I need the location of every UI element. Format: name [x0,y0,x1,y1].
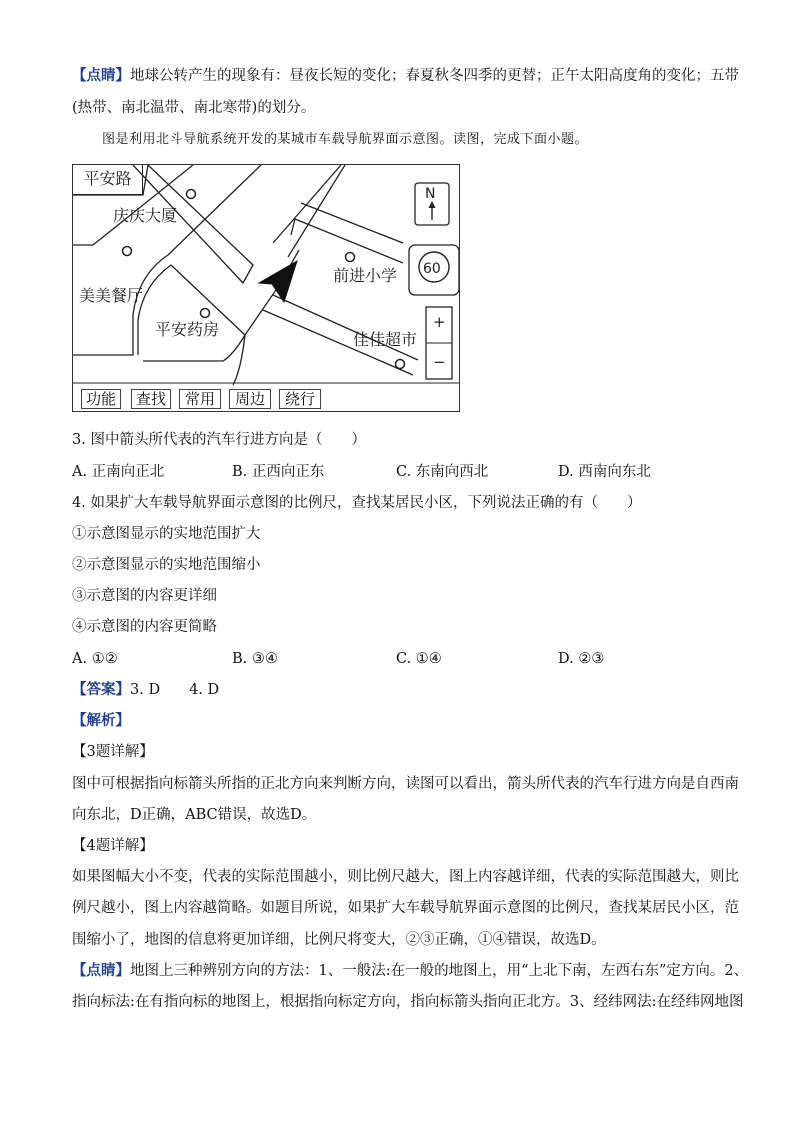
q3-option-d: D. 西南向东北 [558,464,651,480]
q4-statement-2: ②示意图显示的实地范围缩小 [72,557,261,573]
place-pharmacy: 平安药房 [155,320,220,339]
road-main-right-edge [288,165,345,257]
analysis-tag: 【解析】 [72,712,130,729]
road-right-lower-2 [273,295,418,360]
material-intro: 图是利用北斗导航系统开发的某城市车载导航界面示意图。读图，完成下面小题。 [102,132,589,147]
q4-statement-4: ④示意图的内容更简略 [72,619,217,635]
poi-qingqing-marker [187,190,196,199]
zoom-in-button[interactable]: + [433,313,446,331]
speed-limit-value: 60 [423,261,441,277]
q3-stem: 3. 图中箭头所代表的汽车行进方向是（ ） [72,432,366,448]
tip2-text: 地图上三种辨别方向的方法：1、一般法:在一般的地图上，用“上北下南，左西右东”定方向。2、 [130,963,749,979]
q4-detail-tag: 【4题详解】 [72,838,154,854]
search-button[interactable]: 查找 [131,389,171,409]
tip2-line-2: 指向标法:在有指向标的地图上，根据指向标定方向，指向标箭头指向正北方。3、经纬网法:在经纬网地图 [72,994,744,1010]
q4-detail-line-1: 如果图幅大小不变，代表的实际范围越小，则比例尺越大，图上内容越详细，代表的实际范围越大，则比 [72,869,739,885]
road-label-pingan: 平安路 [73,165,143,195]
q4-option-a: A. ①② [72,651,118,667]
tip-tag: 【点睛】 [72,67,130,84]
compass-label: N [425,186,436,202]
poi-supermarket-marker [396,360,405,369]
nearby-button[interactable]: 周边 [229,389,271,409]
block-pharmacy [138,265,245,361]
intro-tip-line-2: (热带、南北温带、南北寒带)的划分。 [72,100,316,116]
answer-tag: 【答案】 [72,681,130,698]
navigation-map [72,164,460,412]
tip2-line-1 [72,961,749,981]
answer-text: 3. D 4. D [130,682,220,698]
frequent-button[interactable]: 常用 [179,389,221,409]
zoom-out-button[interactable]: − [433,353,446,371]
intro-tip-line-1 [72,66,739,86]
poi-school-marker [346,253,355,262]
q3-option-a: A. 正南向正北 [72,464,165,480]
q3-option-b: B. 正西向正东 [232,464,325,480]
road-right-upper-1 [301,203,403,243]
place-qingqing: 庆庆大厦 [113,206,178,225]
q3-detail-line-2: 向东北，D正确，ABC错误，故选D。 [72,807,317,823]
q4-stem: 4. 如果扩大车载导航界面示意图的比例尺，查找某居民小区，下列说法正确的有（ ） [72,495,642,511]
road-main-left-edge [273,165,341,243]
q4-statement-1: ①示意图显示的实地范围扩大 [72,526,261,542]
place-supermarket: 佳佳超市 [353,330,418,349]
poi-meimei-marker [123,247,132,256]
q4-statement-3: ③示意图的内容更详细 [72,588,217,604]
q4-detail-line-2: 例尺越小，图上内容越简略。如题目所说，如果扩大车载导航界面示意图的比例尺，查找某居民小区，范 [72,900,739,916]
q3-option-c: C. 东南向西北 [396,464,489,480]
q4-option-c: C. ①④ [396,651,442,667]
q3-detail-line-1: 图中可根据指向标箭头所指的正北方向来判断方向，读图可以看出，箭头所代表的汽车行进方向是自西南 [72,776,739,792]
tip-text: 地球公转产生的现象有：昼夜长短的变化；春夏秋冬四季的更替；正午太阳高度角的变化；五带 [130,68,739,84]
q4-detail-line-3: 围缩小了，地图的信息将更加详细，比例尺将变大，②③正确，①④错误，故选D。 [72,932,606,948]
place-school: 前进小学 [333,266,398,285]
detour-button[interactable]: 绕行 [279,389,321,409]
poi-pharmacy-marker [201,309,210,318]
tip2-tag: 【点睛】 [72,962,130,979]
q3-detail-tag: 【3题详解】 [72,744,154,760]
road-lower-stem [233,335,245,385]
q4-option-d: D. ②③ [558,651,605,667]
answer-line [72,680,722,700]
function-button[interactable]: 功能 [81,389,121,409]
place-meimei: 美美餐厅 [79,286,144,305]
q4-option-b: B. ③④ [232,651,278,667]
vehicle-arrow-icon [259,261,297,302]
